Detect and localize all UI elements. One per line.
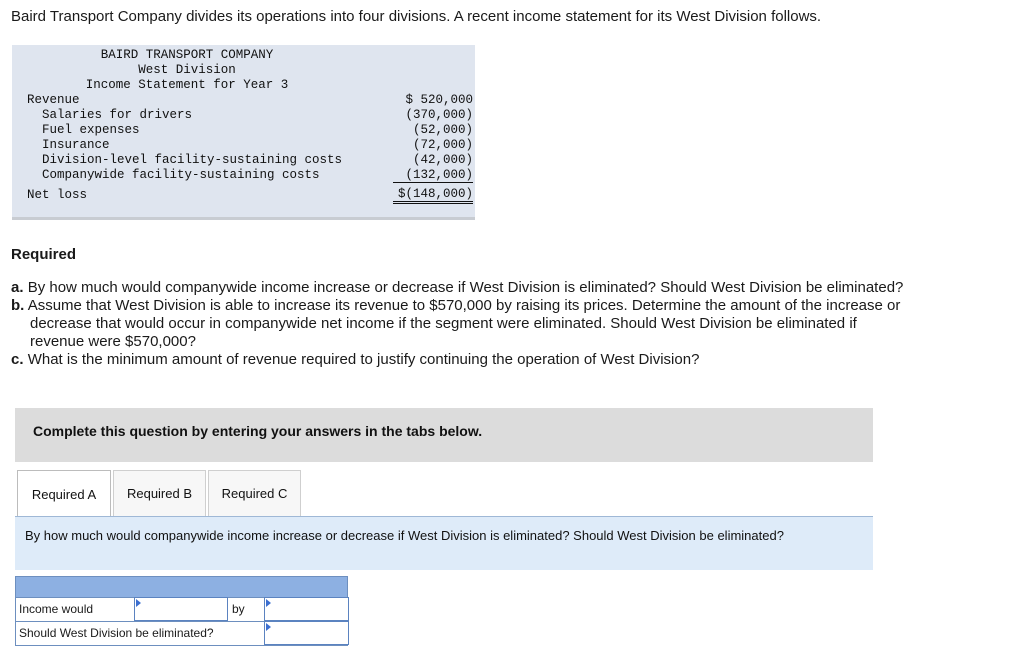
question-a-letter: a. bbox=[11, 279, 24, 296]
answer-table bbox=[15, 576, 348, 648]
line-amount-fuel: (52,000) bbox=[412, 123, 473, 137]
instruction-banner bbox=[15, 408, 873, 462]
tab-required-b[interactable]: Required B bbox=[113, 470, 206, 516]
question-b-text-cont1: decrease that would occur in companywide net income if the segment were eliminated. Should West Division be eliminated if bbox=[30, 315, 857, 332]
statement-company: BAIRD TRANSPORT COMPANY bbox=[100, 48, 274, 62]
line-label-division-costs: Division-level facility-sustaining costs bbox=[42, 153, 343, 167]
answer-row-eliminate bbox=[15, 622, 348, 646]
line-label-fuel: Fuel expenses bbox=[42, 123, 140, 137]
by-label: by bbox=[232, 602, 245, 616]
line-label-revenue: Revenue bbox=[27, 93, 80, 107]
income-direction-select[interactable] bbox=[134, 597, 228, 621]
statement-division: West Division bbox=[138, 63, 236, 77]
question-c bbox=[11, 351, 699, 369]
question-b bbox=[11, 297, 900, 351]
line-amount-salaries: (370,000) bbox=[405, 108, 473, 122]
answer-row-income bbox=[15, 598, 348, 622]
answer-table-header bbox=[15, 576, 348, 598]
question-b-text: Assume that West Division is able to increase its revenue to $570,000 by raising its prices. Determine the amount of the increase or bbox=[27, 297, 901, 314]
line-label-net-loss: Net loss bbox=[27, 188, 88, 202]
question-c-text: What is the minimum amount of revenue required to justify continuing the operation of West Division? bbox=[27, 351, 700, 368]
input-marker-icon bbox=[266, 599, 271, 607]
line-amount-revenue: $ 520,000 bbox=[405, 93, 473, 107]
income-would-label: Income would bbox=[19, 602, 94, 616]
question-b-letter: b. bbox=[11, 297, 25, 314]
line-amount-insurance: (72,000) bbox=[412, 138, 473, 152]
line-amount-companywide-costs: (132,000) bbox=[393, 168, 473, 183]
question-b-text-cont2: revenue were $570,000? bbox=[30, 333, 196, 350]
line-label-companywide-costs: Companywide facility-sustaining costs bbox=[42, 168, 320, 182]
tab-question-panel bbox=[15, 517, 873, 570]
dropdown-marker-icon bbox=[266, 623, 271, 631]
line-label-insurance: Insurance bbox=[42, 138, 110, 152]
question-a-text: By how much would companywide income increase or decrease if West Division is eliminated? Should West Division be eliminated? bbox=[27, 279, 904, 296]
line-label-salaries: Salaries for drivers bbox=[42, 108, 193, 122]
income-amount-input[interactable] bbox=[264, 597, 349, 621]
intro-text: Baird Transport Company divides its operations into four divisions. A recent income statement for its West Division follows. bbox=[11, 8, 822, 25]
eliminate-answer-select[interactable] bbox=[264, 621, 349, 645]
tab-required-c[interactable]: Required C bbox=[208, 470, 301, 516]
income-statement bbox=[12, 45, 475, 220]
tab-question-text: By how much would companywide income increase or decrease if West Division is eliminated? Should West Division be eliminated? bbox=[25, 528, 784, 543]
question-c-letter: c. bbox=[11, 351, 24, 368]
statement-period: Income Statement for Year 3 bbox=[85, 78, 289, 92]
question-a bbox=[11, 279, 903, 297]
eliminate-question-label: Should West Division be eliminated? bbox=[19, 626, 214, 640]
line-amount-net-loss: $(148,000) bbox=[393, 187, 473, 204]
instruction-text: Complete this question by entering your answers in the tabs below. bbox=[33, 423, 483, 439]
line-amount-division-costs: (42,000) bbox=[412, 153, 473, 167]
dropdown-marker-icon bbox=[136, 599, 141, 607]
tab-required-a[interactable]: Required A bbox=[17, 470, 111, 518]
required-heading: Required bbox=[11, 246, 77, 263]
